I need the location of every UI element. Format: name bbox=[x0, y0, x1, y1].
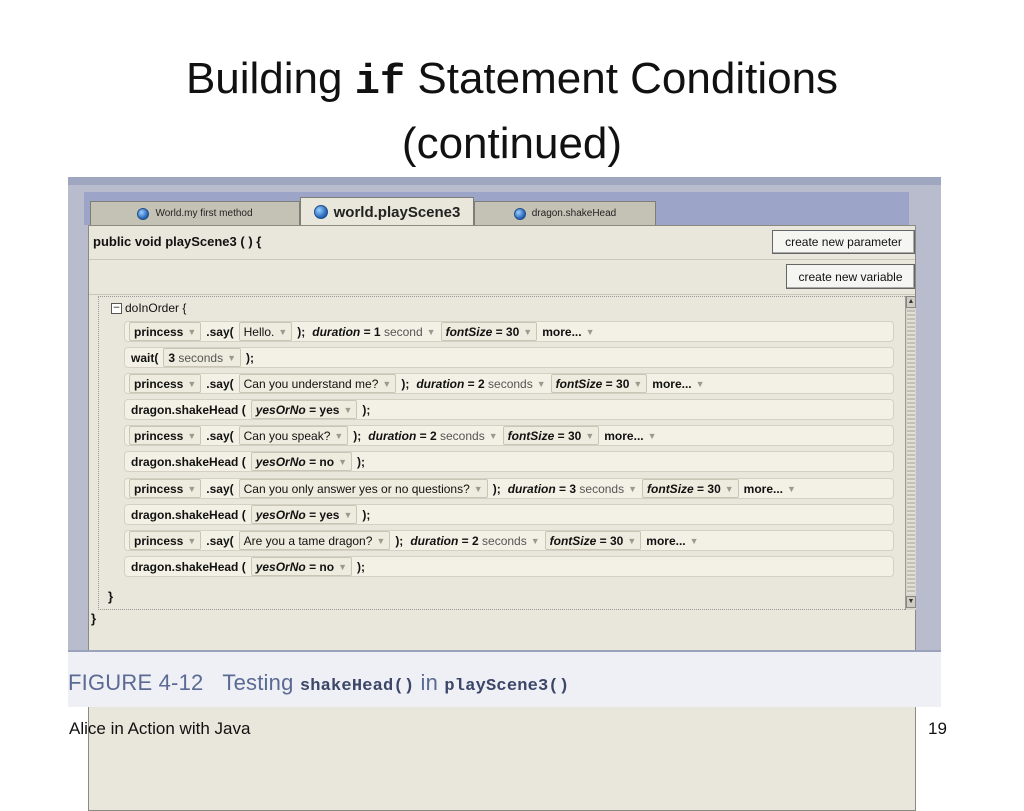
blue-sphere-icon bbox=[514, 208, 526, 220]
scroll-down-arrow-icon[interactable]: ▼ bbox=[906, 596, 916, 608]
more-label: more... bbox=[743, 481, 784, 496]
duration-value: = 1 bbox=[363, 324, 381, 339]
scroll-up-arrow-icon[interactable]: ▲ bbox=[906, 296, 916, 308]
triangle-down-icon: ▼ bbox=[724, 483, 734, 494]
duration-label: duration bbox=[507, 481, 556, 496]
fontsize-value: = 30 bbox=[697, 481, 721, 496]
slide-title-line2: (continued) bbox=[401, 119, 623, 168]
duration-unit: seconds bbox=[579, 481, 625, 496]
duration-unit: seconds bbox=[482, 533, 527, 548]
method-signature bbox=[93, 234, 261, 249]
more-label: more... bbox=[604, 428, 644, 443]
statement-shake-head-no-2[interactable] bbox=[124, 556, 894, 577]
method-name: .say( bbox=[206, 428, 234, 443]
duration-param[interactable] bbox=[310, 323, 437, 340]
triangle-down-icon: ▼ bbox=[187, 378, 197, 389]
triangle-down-icon: ▼ bbox=[628, 483, 638, 494]
title-pre: Building bbox=[185, 54, 355, 103]
arg-text: Can you only answer yes or no questions? bbox=[243, 481, 470, 496]
fontsize-param[interactable] bbox=[545, 531, 642, 550]
separator bbox=[89, 294, 915, 295]
object-dropdown[interactable] bbox=[129, 322, 201, 341]
triangle-down-icon: ▼ bbox=[426, 326, 436, 337]
method-call: dragon.shakeHead ( bbox=[131, 559, 246, 574]
method-call: dragon.shakeHead ( bbox=[131, 454, 246, 469]
triangle-down-icon: ▼ bbox=[633, 378, 643, 389]
object-name: princess bbox=[134, 324, 184, 339]
triangle-down-icon: ▼ bbox=[473, 483, 483, 494]
close-paren: ); bbox=[492, 481, 501, 496]
method-name: .say( bbox=[206, 324, 234, 339]
more-label: more... bbox=[542, 324, 582, 339]
triangle-down-icon: ▼ bbox=[488, 430, 498, 441]
duration-param[interactable] bbox=[506, 480, 639, 497]
wait-unit: seconds bbox=[178, 350, 224, 365]
blue-sphere-icon bbox=[137, 208, 149, 220]
object-name: princess bbox=[134, 533, 184, 548]
fontsize-value: = 30 bbox=[495, 324, 520, 339]
duration-unit: second bbox=[383, 324, 423, 339]
close-paren: ); bbox=[362, 507, 371, 522]
triangle-down-icon: ▼ bbox=[187, 535, 197, 546]
duration-value: = 2 bbox=[467, 376, 485, 391]
do-in-order-header[interactable] bbox=[111, 301, 186, 315]
duration-param[interactable] bbox=[366, 427, 499, 444]
object-dropdown[interactable] bbox=[129, 531, 201, 550]
triangle-down-icon: ▼ bbox=[187, 430, 197, 441]
caption-text: in bbox=[414, 670, 445, 695]
tab-shake-head[interactable] bbox=[474, 201, 656, 225]
fontsize-param[interactable] bbox=[642, 479, 739, 498]
statement-wait[interactable] bbox=[124, 347, 894, 368]
close-paren: ); bbox=[357, 559, 366, 574]
duration-value: = 2 bbox=[419, 428, 437, 443]
more-dropdown[interactable] bbox=[644, 532, 700, 549]
object-name: princess bbox=[134, 376, 184, 391]
duration-value: = 3 bbox=[559, 481, 577, 496]
param-value: = yes bbox=[309, 402, 340, 417]
fontsize-value: = 30 bbox=[557, 428, 582, 443]
param-name: yesOrNo bbox=[255, 402, 306, 417]
footer-course-title: Alice in Action with Java bbox=[69, 719, 251, 738]
statement-shake-head-yes[interactable] bbox=[124, 399, 894, 420]
triangle-down-icon: ▼ bbox=[627, 535, 637, 546]
duration-unit: seconds bbox=[488, 376, 533, 391]
do-in-order-label: doInOrder { bbox=[125, 301, 187, 315]
close-paren: ); bbox=[395, 533, 404, 548]
figure-number: FIGURE 4-12 bbox=[68, 670, 204, 695]
fontsize-label: fontSize bbox=[647, 481, 694, 496]
param-value: = yes bbox=[309, 507, 340, 522]
tab-my-first-method[interactable] bbox=[90, 201, 300, 225]
create-new-variable-button[interactable]: create new variable bbox=[786, 264, 915, 289]
triangle-down-icon: ▼ bbox=[536, 378, 546, 389]
triangle-down-icon: ▼ bbox=[585, 430, 595, 441]
text-arg-dropdown[interactable] bbox=[239, 374, 397, 393]
duration-param[interactable] bbox=[408, 532, 541, 549]
method-parens: ( ) { bbox=[236, 234, 262, 249]
method-close-brace: } bbox=[91, 611, 97, 626]
footer-page-number: 19 bbox=[928, 719, 947, 738]
method-name: .say( bbox=[206, 376, 234, 391]
title-post: Statement Conditions bbox=[405, 54, 839, 103]
duration-unit: seconds bbox=[440, 428, 485, 443]
statement-shake-head-no[interactable] bbox=[124, 451, 894, 472]
triangle-down-icon: ▼ bbox=[227, 352, 236, 363]
triangle-down-icon: ▼ bbox=[338, 561, 348, 572]
more-label: more... bbox=[652, 376, 692, 391]
text-arg-dropdown[interactable] bbox=[239, 479, 488, 498]
fontsize-param[interactable] bbox=[503, 426, 600, 445]
close-paren: ); bbox=[357, 454, 366, 469]
statement-say-understand[interactable] bbox=[124, 373, 894, 394]
text-arg-dropdown[interactable] bbox=[239, 426, 349, 445]
arg-text: Can you understand me? bbox=[243, 376, 379, 391]
param-name: yesOrNo bbox=[255, 507, 306, 522]
method-name: .say( bbox=[206, 481, 234, 496]
yes-or-no-dropdown[interactable] bbox=[251, 400, 358, 419]
statement-say-speak[interactable] bbox=[124, 425, 894, 446]
triangle-down-icon: ▼ bbox=[338, 456, 348, 467]
create-new-parameter-button[interactable]: create new parameter bbox=[772, 230, 915, 254]
close-paren: ); bbox=[362, 402, 371, 417]
more-label: more... bbox=[646, 533, 686, 548]
triangle-down-icon: ▼ bbox=[647, 430, 657, 441]
yes-or-no-dropdown[interactable] bbox=[251, 557, 352, 576]
wait-value: 3 bbox=[168, 350, 176, 365]
triangle-down-icon: ▼ bbox=[278, 326, 288, 337]
close-paren: ); bbox=[297, 324, 306, 339]
fontsize-param[interactable] bbox=[441, 322, 538, 341]
fontsize-value: = 30 bbox=[599, 533, 624, 548]
param-name: yesOrNo bbox=[255, 454, 306, 469]
triangle-down-icon: ▼ bbox=[382, 378, 392, 389]
duration-param[interactable] bbox=[414, 375, 547, 392]
triangle-down-icon: ▼ bbox=[343, 404, 353, 415]
fontsize-label: fontSize bbox=[507, 428, 555, 443]
more-dropdown[interactable] bbox=[540, 323, 596, 340]
triangle-down-icon: ▼ bbox=[787, 483, 796, 494]
figure-top-bar bbox=[68, 177, 941, 185]
method-call: dragon.shakeHead ( bbox=[131, 507, 246, 522]
caption-text: Testing bbox=[222, 670, 300, 695]
more-dropdown[interactable] bbox=[602, 427, 658, 444]
triangle-down-icon: ▼ bbox=[523, 326, 533, 337]
object-name: princess bbox=[134, 428, 184, 443]
duration-label: duration bbox=[368, 428, 417, 443]
vertical-scrollbar[interactable] bbox=[905, 296, 916, 610]
yes-or-no-dropdown[interactable] bbox=[251, 452, 352, 471]
arg-text: Can you speak? bbox=[243, 428, 331, 443]
close-paren: ); bbox=[353, 428, 362, 443]
triangle-down-icon: ▼ bbox=[187, 483, 197, 494]
method-name: .say( bbox=[206, 533, 234, 548]
triangle-down-icon: ▼ bbox=[376, 535, 386, 546]
more-dropdown[interactable] bbox=[742, 480, 798, 497]
scroll-thumb[interactable] bbox=[907, 310, 915, 594]
arg-text: Are you a tame dragon? bbox=[243, 533, 373, 548]
slide-title-line1 bbox=[0, 48, 1024, 113]
arg-text: Hello. bbox=[243, 324, 275, 339]
separator bbox=[89, 259, 915, 260]
statement-say-tame-dragon[interactable] bbox=[124, 530, 894, 551]
caption-code: playScene3() bbox=[444, 677, 570, 696]
text-arg-dropdown[interactable] bbox=[239, 531, 391, 550]
triangle-down-icon: ▼ bbox=[695, 378, 705, 389]
title-code: if bbox=[354, 58, 406, 106]
figure-caption bbox=[68, 670, 569, 696]
object-dropdown[interactable] bbox=[129, 426, 201, 445]
param-value: = no bbox=[309, 454, 335, 469]
triangle-down-icon: ▼ bbox=[530, 535, 540, 546]
do-in-order-close-brace: } bbox=[108, 589, 114, 604]
object-dropdown[interactable] bbox=[129, 374, 201, 393]
triangle-down-icon: ▼ bbox=[343, 509, 353, 520]
close-paren: ); bbox=[401, 376, 410, 391]
object-dropdown[interactable] bbox=[129, 479, 201, 498]
fontsize-value: = 30 bbox=[605, 376, 630, 391]
wait-label: wait( bbox=[131, 350, 159, 365]
param-value: = no bbox=[309, 559, 335, 574]
more-dropdown[interactable] bbox=[650, 375, 706, 392]
fontsize-label: fontSize bbox=[549, 533, 597, 548]
triangle-down-icon: ▼ bbox=[334, 430, 344, 441]
duration-value: = 2 bbox=[461, 533, 479, 548]
minus-box-icon[interactable]: − bbox=[112, 302, 121, 313]
close-paren: ); bbox=[246, 350, 254, 365]
text-arg-dropdown[interactable] bbox=[239, 322, 293, 341]
tab-label: World.my first method bbox=[155, 208, 253, 219]
yes-or-no-dropdown[interactable] bbox=[251, 505, 358, 524]
statement-say-hello[interactable] bbox=[124, 321, 894, 342]
blue-sphere-icon bbox=[314, 205, 328, 219]
tab-label: world.playScene3 bbox=[333, 203, 461, 221]
triangle-down-icon: ▼ bbox=[689, 535, 699, 546]
triangle-down-icon: ▼ bbox=[585, 326, 595, 337]
slide-title bbox=[0, 48, 1024, 175]
fontsize-param[interactable] bbox=[551, 374, 648, 393]
fontsize-label: fontSize bbox=[555, 376, 603, 391]
duration-label: duration bbox=[416, 376, 465, 391]
fontsize-label: fontSize bbox=[445, 324, 493, 339]
statement-shake-head-yes-2[interactable] bbox=[124, 504, 894, 525]
statement-say-yes-no-questions[interactable] bbox=[124, 478, 894, 499]
caption-code: shakeHead() bbox=[299, 677, 415, 696]
duration-label: duration bbox=[312, 324, 361, 339]
tab-label: dragon.shakeHead bbox=[531, 208, 617, 219]
param-name: yesOrNo bbox=[255, 559, 306, 574]
duration-label: duration bbox=[410, 533, 459, 548]
method-call: dragon.shakeHead ( bbox=[131, 402, 246, 417]
object-name: princess bbox=[134, 481, 184, 496]
wait-duration-dropdown[interactable] bbox=[163, 348, 241, 367]
triangle-down-icon: ▼ bbox=[187, 326, 197, 337]
method-sig-text: public void playScene3 bbox=[93, 234, 237, 249]
tab-play-scene3[interactable] bbox=[300, 197, 474, 226]
